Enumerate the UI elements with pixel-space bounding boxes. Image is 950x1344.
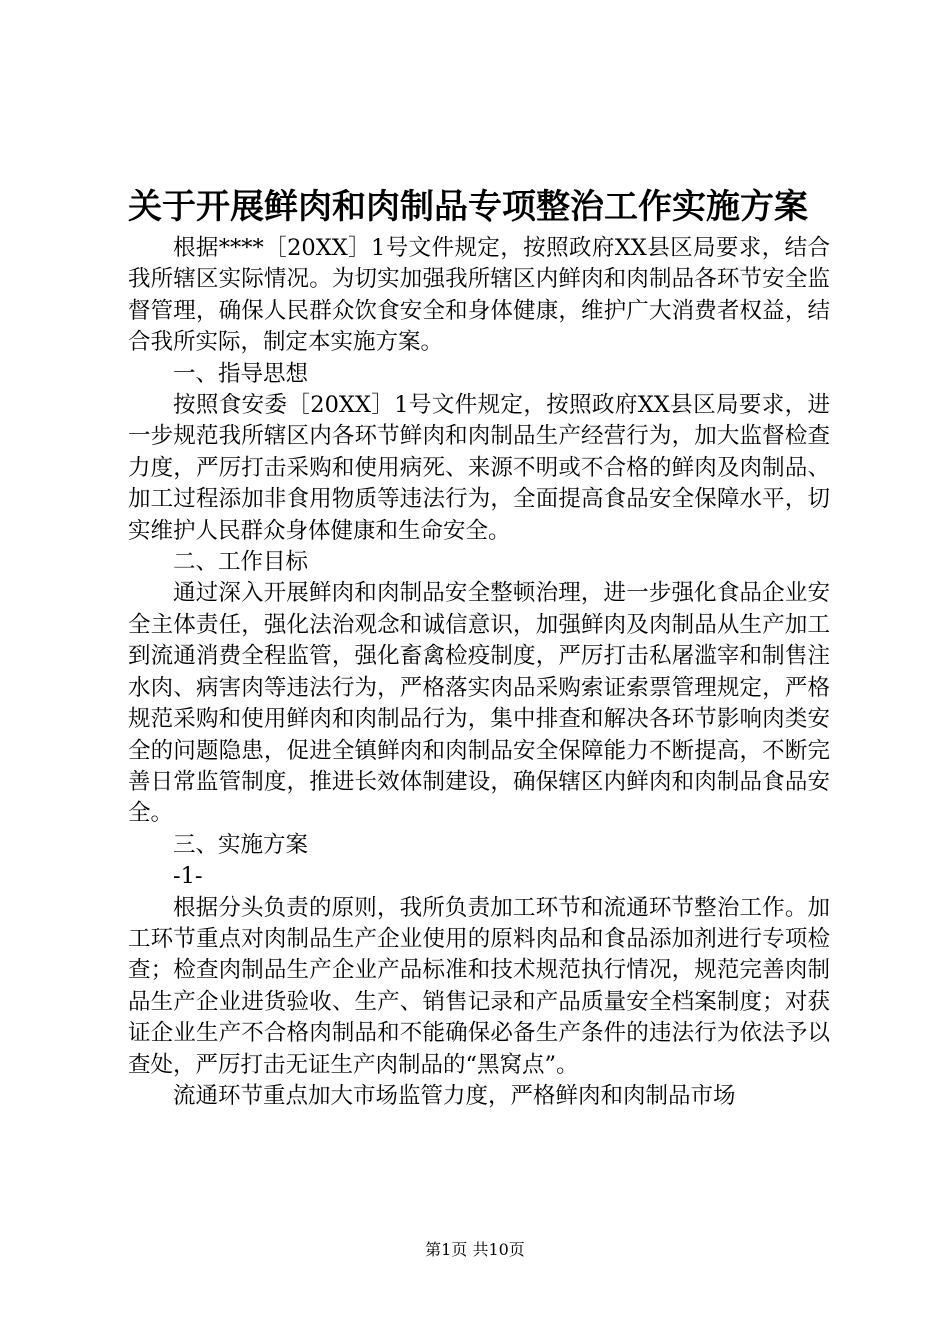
page-marker: -1- [173, 863, 203, 890]
heading-guiding-ideology: 一、指导思想 [173, 360, 309, 387]
heading-work-goals: 二、工作目标 [173, 549, 309, 576]
document-body [128, 233, 830, 1112]
paragraph-guiding-ideology: 按照食安委［20XX］1号文件规定，按照政府XX县区局要求，进一步规范我所辖区内各环节鲜肉和肉制品生产经营行为，加大监督检查力度，严厉打击采购和使用病死、来源不明或不合格的鲜肉及肉制品、加工过程添加非食用物质等违法行为，全面提高食品安全保障水平，切实维护人民群众身体健康和生命安全。 [128, 392, 830, 544]
paragraph-work-goals: 通过深入开展鲜肉和肉制品安全整顿治理，进一步强化食品企业安全主体责任，强化法治观念和诚信意识，加强鲜肉及肉制品从生产加工到流通消费全程监管，强化畜禽检疫制度，严厉打击私屠滥宰和制售注水肉、病害肉等违法行为，严格落实肉品采购索证索票管理规定，严格规范采购和使用鲜肉和肉制品行为，集中排查和解决各环节影响肉类安全的问题隐患，促进全镇鲜肉和肉制品安全保障能力不断提高，不断完善日常监管制度，推进长效体制建设，确保辖区内鲜肉和肉制品食品安全。 [128, 580, 830, 827]
paragraph-intro: 根据****［20XX］1号文件规定，按照政府XX县区局要求，结合我所辖区实际情况。为切实加强我所辖区内鲜肉和肉制品各环节安全监督管理，确保人民群众饮食安全和身体健康，维护广大消费者权益，结合我所实际，制定本实施方案。 [128, 235, 830, 356]
document-title: 关于开展鲜肉和肉制品专项整治工作实施方案 [128, 187, 808, 227]
paragraph-circulation: 流通环节重点加大市场监管力度，严格鲜肉和肉制品市场 [173, 1082, 736, 1109]
page-footer: 第1页 共10页 [425, 1240, 525, 1259]
heading-implementation-plan: 三、实施方案 [173, 831, 309, 858]
paragraph-processing: 根据分头负责的原则，我所负责加工环节和流通环节整治工作。加工环节重点对肉制品生产企业使用的原料肉品和食品添加剂进行专项检查；检查肉制品生产企业产品标准和技术规范执行情况，规范完善肉制品生产企业进货验收、生产、销售记录和产品质量安全档案制度；对获证企业生产不合格肉制品和不能确保必备生产条件的违法行为依法予以查处，严厉打击无证生产肉制品的“黑窝点”。 [128, 894, 830, 1078]
